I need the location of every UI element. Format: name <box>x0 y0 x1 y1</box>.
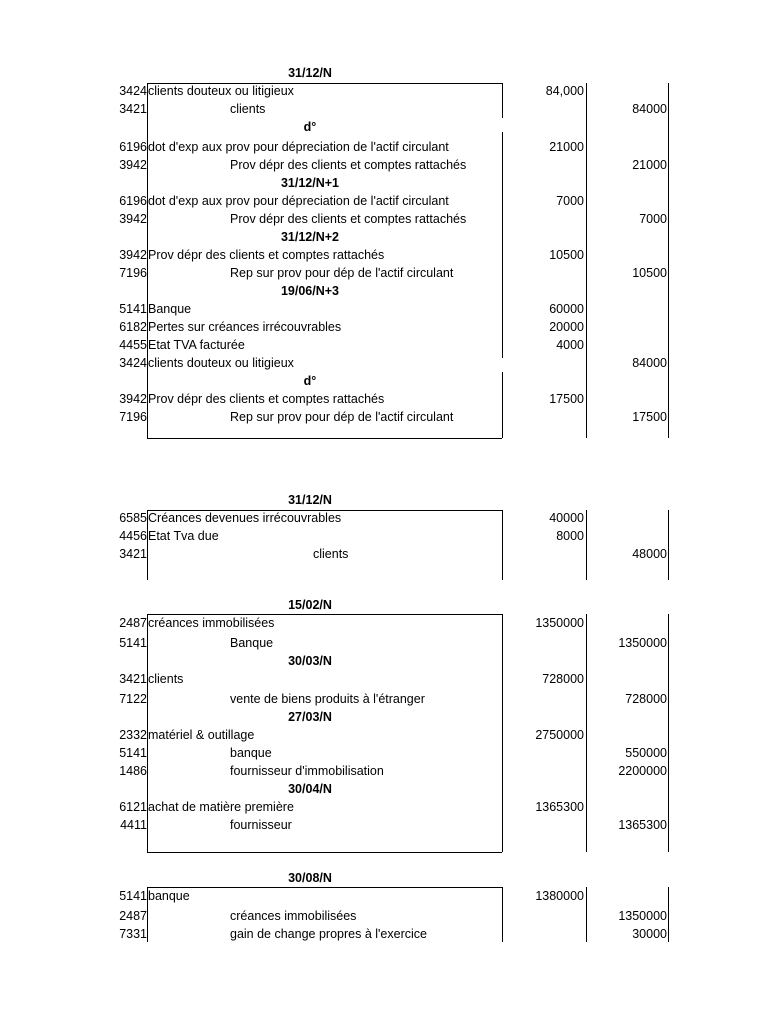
entry-date: 15/02/N <box>288 598 332 612</box>
journal-line <box>0 246 768 264</box>
account-number: 7196 <box>119 410 147 424</box>
journal-line <box>0 300 768 318</box>
debit-amount: 10500 <box>549 248 584 262</box>
frame-left-line <box>147 614 148 852</box>
account-label: créances immobilisées <box>148 616 275 630</box>
frame-top-line <box>147 510 502 511</box>
account-label: banque <box>148 889 190 903</box>
journal-line <box>0 100 768 118</box>
debit-amount: 40000 <box>549 511 584 525</box>
credit-amount: 7000 <box>639 212 667 226</box>
debit-amount: 4000 <box>556 338 584 352</box>
debit-amount: 1365300 <box>535 800 584 814</box>
account-label: fournisseur <box>230 818 292 832</box>
journal-line <box>0 210 768 228</box>
account-number: 3942 <box>119 212 147 226</box>
journal-line <box>0 390 768 408</box>
credit-amount: 17500 <box>632 410 667 424</box>
credit-column-line <box>668 614 669 852</box>
entry-date-row <box>0 228 768 246</box>
frame-bottom-line <box>147 852 502 853</box>
entry-date-row <box>0 869 768 887</box>
debit-amount: 20000 <box>549 320 584 334</box>
account-number: 3942 <box>119 248 147 262</box>
journal-line <box>0 816 768 834</box>
account-number: 3424 <box>119 84 147 98</box>
credit-column-line <box>668 83 669 438</box>
account-number: 4456 <box>119 529 147 543</box>
credit-amount: 10500 <box>632 266 667 280</box>
journal-line <box>0 264 768 282</box>
account-label: clients <box>230 102 266 116</box>
account-label: Prov dépr des clients et comptes rattachés <box>148 248 385 262</box>
account-number: 4411 <box>120 818 147 832</box>
frame-box-right-line <box>502 510 503 580</box>
account-label: Banque <box>148 302 192 316</box>
account-label: banque <box>230 746 272 760</box>
entry-date: 31/12/N+1 <box>280 176 340 190</box>
account-number: 3421 <box>119 547 147 561</box>
account-label: Etat TVA facturée <box>148 338 245 352</box>
journal-line <box>0 192 768 210</box>
journal-line <box>0 82 768 100</box>
entry-date-row <box>0 652 768 670</box>
journal-line <box>0 336 768 354</box>
account-number: 6196 <box>119 140 147 154</box>
credit-amount: 2200000 <box>618 764 667 778</box>
account-label: Créances devenues irrécouvrables <box>148 511 342 525</box>
credit-column-line <box>668 887 669 942</box>
account-label: Banque <box>230 636 274 650</box>
debit-amount: 60000 <box>549 302 584 316</box>
entry-date-row <box>0 596 768 614</box>
account-label: gain de change propres à l'exercice <box>230 927 427 941</box>
entry-date-row <box>0 780 768 798</box>
credit-amount: 550000 <box>625 746 667 760</box>
account-number: 5141 <box>119 889 147 903</box>
credit-amount: 30000 <box>632 927 667 941</box>
account-number: 6196 <box>119 194 147 208</box>
entry-date: 30/08/N <box>288 871 332 885</box>
entry-date-row <box>0 64 768 82</box>
account-number: 4455 <box>119 338 147 352</box>
debit-column-line <box>586 83 587 438</box>
journal-line <box>0 156 768 174</box>
entry-date: 27/03/N <box>288 710 332 724</box>
journal-line <box>0 614 768 632</box>
entry-date: 30/03/N <box>288 654 332 668</box>
account-number: 5141 <box>119 302 147 316</box>
account-number: 1486 <box>119 764 147 778</box>
account-label: clients <box>313 547 349 561</box>
frame-left-line <box>147 83 148 438</box>
credit-amount: 1350000 <box>618 909 667 923</box>
journal-line <box>0 138 768 156</box>
account-number: 3942 <box>119 158 147 172</box>
journal-line <box>0 925 768 943</box>
credit-amount: 21000 <box>632 158 667 172</box>
debit-amount: 7000 <box>556 194 584 208</box>
entry-date: d° <box>303 374 317 388</box>
account-label: fournisseur d'immobilisation <box>230 764 384 778</box>
journal-line <box>0 744 768 762</box>
entry-date-row <box>0 282 768 300</box>
account-label: Rep sur prov pour dép de l'actif circulant <box>230 410 454 424</box>
frame-bottom-line <box>147 438 502 439</box>
debit-amount: 21000 <box>549 140 584 154</box>
account-number: 6121 <box>119 800 147 814</box>
debit-column-line <box>586 614 587 852</box>
account-number: 2487 <box>119 616 147 630</box>
account-label: Prov dépr des clients et comptes rattachés <box>148 392 385 406</box>
entry-date-row <box>0 372 768 390</box>
frame-box-right-line <box>502 132 503 358</box>
account-label: clients douteux ou litigieux <box>148 84 294 98</box>
entry-date: 31/12/N <box>288 493 332 507</box>
debit-amount: 1350000 <box>535 616 584 630</box>
account-label: achat de matière première <box>148 800 294 814</box>
debit-amount: 2750000 <box>535 728 584 742</box>
account-label: matériel & outillage <box>148 728 255 742</box>
credit-amount: 84000 <box>632 102 667 116</box>
account-label: Rep sur prov pour dép de l'actif circulant <box>230 266 454 280</box>
journal-line <box>0 690 768 708</box>
journal-line <box>0 798 768 816</box>
journal-line <box>0 726 768 744</box>
credit-amount: 1365300 <box>618 818 667 832</box>
debit-column-line <box>586 510 587 580</box>
debit-amount: 17500 <box>549 392 584 406</box>
frame-top-line <box>147 83 502 84</box>
account-number: 7196 <box>119 266 147 280</box>
frame-box-right-line <box>502 614 503 852</box>
entry-date: 31/12/N+2 <box>280 230 340 244</box>
account-number: 2487 <box>119 909 147 923</box>
frame-box-right-line <box>502 372 503 438</box>
journal-line <box>0 509 768 527</box>
debit-amount: 8000 <box>556 529 584 543</box>
entry-date-row <box>0 118 768 136</box>
credit-column-line <box>668 510 669 580</box>
account-label: clients <box>148 672 184 686</box>
account-label: dot d'exp aux prov pour dépreciation de l'actif circulant <box>148 194 449 208</box>
account-number: 7331 <box>119 927 147 941</box>
credit-amount: 1350000 <box>618 636 667 650</box>
journal-line <box>0 907 768 925</box>
frame-top-line <box>147 887 502 888</box>
account-number: 3942 <box>119 392 147 406</box>
frame-box-right-line <box>502 887 503 942</box>
account-label: Prov dépr des clients et comptes rattachés <box>230 158 467 172</box>
account-number: 6585 <box>119 511 147 525</box>
account-number: 3421 <box>119 102 147 116</box>
journal-line <box>0 318 768 336</box>
entry-date-row <box>0 174 768 192</box>
debit-column-line <box>586 887 587 942</box>
account-label: dot d'exp aux prov pour dépreciation de l'actif circulant <box>148 140 449 154</box>
entry-date: 30/04/N <box>288 782 332 796</box>
account-number: 7122 <box>119 692 147 706</box>
journal-line <box>0 527 768 545</box>
debit-amount: 1380000 <box>535 889 584 903</box>
frame-left-line <box>147 510 148 580</box>
frame-left-line <box>147 887 148 942</box>
journal-line <box>0 634 768 652</box>
account-label: Pertes sur créances irrécouvrables <box>148 320 342 334</box>
journal-line <box>0 545 768 563</box>
account-label: Prov dépr des clients et comptes rattachés <box>230 212 467 226</box>
entry-date-row <box>0 708 768 726</box>
account-label: vente de biens produits à l'étranger <box>230 692 425 706</box>
journal-line <box>0 762 768 780</box>
debit-amount: 84,000 <box>545 84 584 98</box>
debit-amount: 728000 <box>542 672 584 686</box>
journal-line <box>0 670 768 688</box>
account-number: 5141 <box>119 746 147 760</box>
frame-top-line <box>147 614 502 615</box>
entry-date-row <box>0 491 768 509</box>
frame-box-right-line <box>502 83 503 118</box>
account-label: clients douteux ou litigieux <box>148 356 294 370</box>
account-number: 3421 <box>119 672 147 686</box>
journal-line <box>0 354 768 372</box>
account-number: 2332 <box>119 728 147 742</box>
journal-line <box>0 408 768 426</box>
entry-date: d° <box>303 120 317 134</box>
entry-date: 31/12/N <box>288 66 332 80</box>
entry-date: 19/06/N+3 <box>280 284 340 298</box>
account-number: 6182 <box>119 320 147 334</box>
credit-amount: 48000 <box>632 547 667 561</box>
credit-amount: 84000 <box>632 356 667 370</box>
account-label: créances immobilisées <box>230 909 357 923</box>
account-number: 3424 <box>119 356 147 370</box>
account-number: 5141 <box>119 636 147 650</box>
account-label: Etat Tva due <box>148 529 219 543</box>
credit-amount: 728000 <box>625 692 667 706</box>
journal-line <box>0 887 768 905</box>
